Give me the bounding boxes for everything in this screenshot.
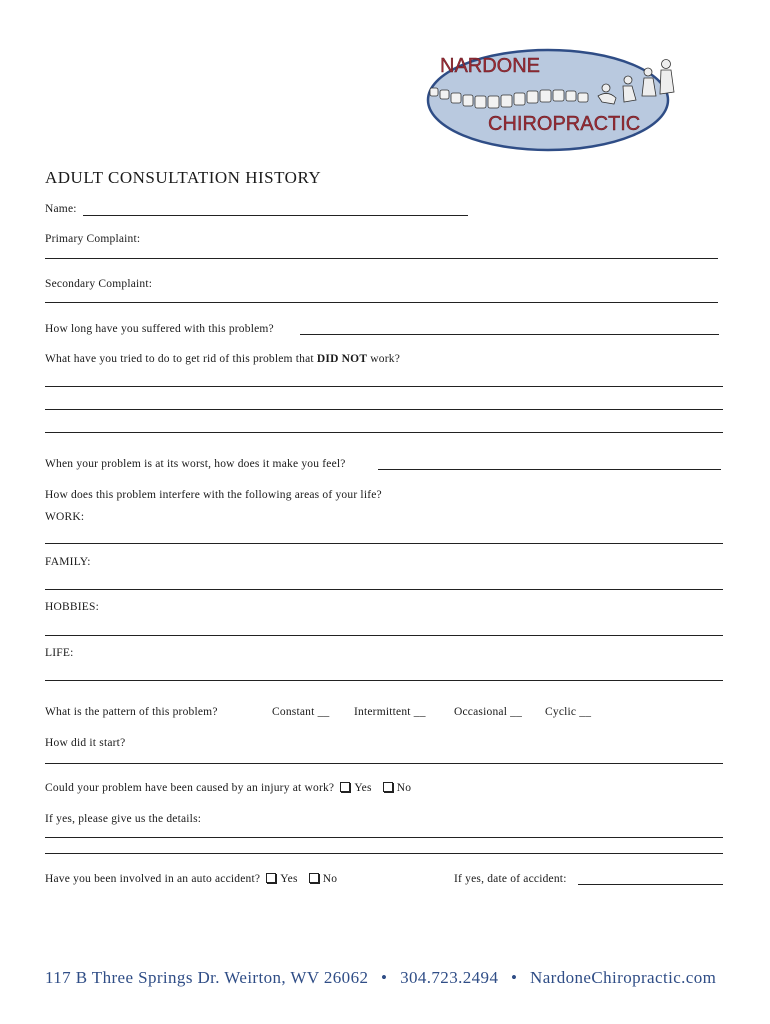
logo — [418, 38, 683, 156]
tried-text-bold: DID NOT — [316, 353, 368, 365]
life-line[interactable] — [45, 680, 723, 681]
logo-name-top: NARDONE — [440, 55, 541, 77]
work-label: WORK: — [45, 511, 85, 523]
name-line[interactable] — [83, 215, 468, 216]
footer-bullet-1: • — [381, 968, 388, 987]
pattern-constant[interactable]: Constant __ — [272, 706, 330, 718]
logo-graphic — [418, 38, 683, 156]
footer-phone: 304.723.2494 — [400, 968, 499, 987]
injury-yes-checkbox[interactable] — [340, 782, 350, 792]
family-label: FAMILY: — [45, 556, 91, 568]
footer-address: 117 B Three Springs Dr. Weirton, WV 26062 — [45, 968, 369, 987]
pattern-occasional[interactable]: Occasional __ — [454, 706, 523, 718]
secondary-complaint-label: Secondary Complaint: — [45, 278, 153, 290]
work-line[interactable] — [45, 543, 723, 544]
pattern-intermittent[interactable]: Intermittent __ — [354, 706, 426, 718]
details-line-1[interactable] — [45, 837, 723, 838]
how-start-line[interactable] — [45, 763, 723, 764]
auto-question — [45, 873, 337, 885]
primary-complaint-label: Primary Complaint: — [45, 233, 141, 245]
injury-no-label: No — [396, 782, 412, 794]
footer-bullet-2: • — [511, 968, 518, 987]
auto-no-label: No — [322, 873, 338, 885]
how-start-label: How did it start? — [45, 737, 126, 749]
life-label: LIFE: — [45, 647, 74, 659]
injury-question — [45, 782, 411, 794]
injury-yes-label: Yes — [354, 782, 372, 794]
pattern-label: What is the pattern of this problem? — [45, 706, 218, 718]
page-title: ADULT CONSULTATION HISTORY — [45, 168, 322, 187]
worst-label: When your problem is at its worst, how does it make you feel? — [45, 458, 346, 470]
name-label: Name: — [45, 203, 77, 215]
tried-text-pre: What have you tried to do to get rid of this problem that — [45, 353, 314, 365]
injury-no-checkbox[interactable] — [383, 782, 393, 792]
how-long-label: How long have you suffered with this problem? — [45, 323, 274, 335]
pattern-cyclic[interactable]: Cyclic __ — [545, 706, 592, 718]
auto-date-line[interactable] — [578, 884, 723, 885]
worst-line[interactable] — [378, 469, 721, 470]
tried-line-2[interactable] — [45, 409, 723, 410]
secondary-complaint-line[interactable] — [45, 302, 718, 303]
details-line-2[interactable] — [45, 853, 723, 854]
details-label: If yes, please give us the details: — [45, 813, 202, 825]
tried-line-3[interactable] — [45, 432, 723, 433]
hobbies-label: HOBBIES: — [45, 601, 99, 613]
auto-date-label: If yes, date of accident: — [454, 873, 567, 885]
footer — [45, 968, 716, 988]
family-line[interactable] — [45, 589, 723, 590]
auto-label: Have you been involved in an auto accident? — [45, 873, 261, 885]
auto-no-checkbox[interactable] — [309, 873, 319, 883]
primary-complaint-line[interactable] — [45, 258, 718, 259]
how-long-line[interactable] — [300, 334, 719, 335]
tried-text-post: work? — [370, 353, 401, 365]
tried-line-1[interactable] — [45, 386, 723, 387]
hobbies-line[interactable] — [45, 635, 723, 636]
footer-website[interactable]: NardoneChiropractic.com — [530, 968, 717, 987]
tried-label — [45, 353, 400, 365]
auto-yes-label: Yes — [280, 873, 298, 885]
interfere-label: How does this problem interfere with the following areas of your life? — [45, 489, 382, 501]
injury-label: Could your problem have been caused by an injury at work? — [45, 782, 335, 794]
auto-yes-checkbox[interactable] — [266, 873, 276, 883]
logo-name-bottom: CHIROPRACTIC — [488, 113, 641, 135]
